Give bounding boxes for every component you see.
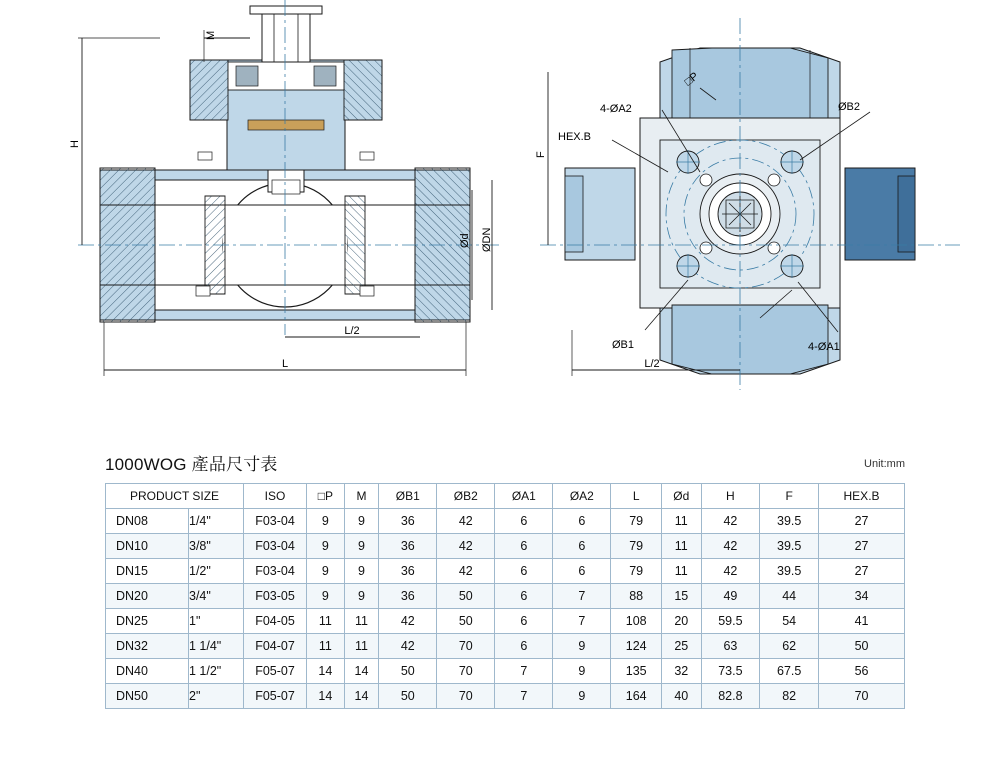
cell-m: 11 [344,634,379,659]
label-L2-left: L/2 [344,325,360,337]
cell-f: 39.5 [760,509,819,534]
cell-iso: F03-04 [244,534,307,559]
cell-m: 14 [344,659,379,684]
cell-h: 82.8 [701,684,760,709]
cell-a1: 7 [495,659,553,684]
label-H: H [69,140,81,148]
cell-l: 79 [611,559,662,584]
cell-inch: 1 1/4" [189,634,244,659]
cell-a1: 6 [495,534,553,559]
col-l: L [611,484,662,509]
col-hexb: HEX.B [819,484,905,509]
cell-inch: 1" [189,609,244,634]
cell-f: 62 [760,634,819,659]
label-OB1: ØB1 [612,339,635,351]
cell-a2: 9 [553,659,611,684]
cell-b1: 36 [379,559,437,584]
cell-dn: DN32 [106,634,189,659]
cell-l: 135 [611,659,662,684]
cell-d: 15 [662,584,701,609]
cell-p: 14 [307,684,345,709]
cell-a2: 7 [553,609,611,634]
cell-l: 124 [611,634,662,659]
cell-l: 79 [611,509,662,534]
cell-inch: 1/4" [189,509,244,534]
cell-a2: 6 [553,534,611,559]
col-iso: ISO [244,484,307,509]
label-F: F [535,151,547,158]
label-4-OA1: 4-ØA1 [808,341,840,353]
cell-dn: DN20 [106,584,189,609]
cell-m: 9 [344,584,379,609]
cell-p: 14 [307,659,345,684]
cell-iso: F04-05 [244,609,307,634]
unit-note: Unit:mm [864,458,905,470]
cell-a1: 6 [495,609,553,634]
cell-iso: F04-07 [244,634,307,659]
table-row [106,559,905,584]
cell-f: 67.5 [760,659,819,684]
cell-inch: 1/2" [189,559,244,584]
cell-l: 164 [611,684,662,709]
table-title: 1000WOG 產品尺寸表 [105,455,278,474]
cell-hexb: 70 [819,684,905,709]
cell-inch: 1 1/2" [189,659,244,684]
cell-p: 9 [307,509,345,534]
cell-iso: F05-07 [244,684,307,709]
cell-b2: 70 [437,659,495,684]
cell-b1: 50 [379,684,437,709]
label-L2-right: L/2 [644,358,660,370]
cell-d: 11 [662,509,701,534]
label-OB2: ØB2 [838,101,861,113]
cell-m: 11 [344,609,379,634]
cell-h: 49 [701,584,760,609]
col-d: Ød [662,484,701,509]
cell-p: 9 [307,534,345,559]
cell-f: 39.5 [760,534,819,559]
cell-hexb: 50 [819,634,905,659]
cell-f: 44 [760,584,819,609]
table-row [106,509,905,534]
cell-b1: 42 [379,634,437,659]
left-section-view [69,0,500,376]
col-f: F [760,484,819,509]
cell-a2: 9 [553,684,611,709]
label-Od: Ød [459,233,471,248]
table-row [106,584,905,609]
cell-p: 11 [307,634,345,659]
cell-hexb: 34 [819,584,905,609]
cell-iso: F05-07 [244,659,307,684]
col-b1: ØB1 [379,484,437,509]
cell-h: 59.5 [701,609,760,634]
col-h: H [701,484,760,509]
cell-h: 42 [701,534,760,559]
cell-iso: F03-05 [244,584,307,609]
table-row [106,534,905,559]
cell-a1: 6 [495,509,553,534]
cell-m: 9 [344,534,379,559]
cell-p: 11 [307,609,345,634]
cell-f: 82 [760,684,819,709]
cell-l: 79 [611,534,662,559]
cell-a2: 9 [553,634,611,659]
cell-inch: 3/4" [189,584,244,609]
cell-d: 40 [662,684,701,709]
cell-hexb: 41 [819,609,905,634]
cell-a2: 6 [553,509,611,534]
cell-h: 42 [701,509,760,534]
cell-b2: 42 [437,559,495,584]
right-top-view [535,18,960,390]
table-row [106,634,905,659]
dimension-table-section [105,450,905,709]
cell-d: 11 [662,534,701,559]
cell-d: 32 [662,659,701,684]
table-row [106,684,905,709]
cell-iso: F03-04 [244,559,307,584]
cell-a1: 6 [495,559,553,584]
cell-h: 63 [701,634,760,659]
cell-l: 108 [611,609,662,634]
cell-m: 9 [344,509,379,534]
cell-l: 88 [611,584,662,609]
cell-a2: 6 [553,559,611,584]
cell-h: 42 [701,559,760,584]
cell-dn: DN08 [106,509,189,534]
cell-hexb: 56 [819,659,905,684]
cell-hexb: 27 [819,534,905,559]
label-L: L [281,358,289,370]
cell-b2: 70 [437,684,495,709]
col-a1: ØA1 [495,484,553,509]
cell-a1: 6 [495,584,553,609]
cell-a1: 7 [495,684,553,709]
cell-b1: 36 [379,509,437,534]
col-m: M [344,484,379,509]
cell-hexb: 27 [819,509,905,534]
table-row [106,609,905,634]
cell-inch: 3/8" [189,534,244,559]
cell-p: 9 [307,559,345,584]
col-a2: ØA2 [553,484,611,509]
cell-inch: 2" [189,684,244,709]
cell-b2: 42 [437,534,495,559]
label-square-P: □P [682,70,701,89]
dimension-table [105,483,905,709]
table-row [106,659,905,684]
cell-p: 9 [307,584,345,609]
label-HEXB: HEX.B [558,131,592,143]
cell-a1: 6 [495,634,553,659]
label-ODN: ØDN [481,227,493,252]
cell-iso: F03-04 [244,509,307,534]
cell-m: 9 [344,559,379,584]
label-M: M [205,30,217,40]
col-p: □P [307,484,345,509]
cell-dn: DN10 [106,534,189,559]
cell-f: 39.5 [760,559,819,584]
cell-a2: 7 [553,584,611,609]
cell-f: 54 [760,609,819,634]
cell-b1: 50 [379,659,437,684]
cell-dn: DN15 [106,559,189,584]
cell-b1: 42 [379,609,437,634]
table-header-row [106,484,905,509]
cell-h: 73.5 [701,659,760,684]
cell-dn: DN50 [106,684,189,709]
cell-b1: 36 [379,584,437,609]
label-4-OA2: 4-ØA2 [600,103,632,115]
cell-dn: DN40 [106,659,189,684]
cell-b2: 42 [437,509,495,534]
cell-m: 14 [344,684,379,709]
cell-d: 25 [662,634,701,659]
col-product-size: PRODUCT SIZE [106,484,244,509]
cell-b1: 36 [379,534,437,559]
cell-hexb: 27 [819,559,905,584]
cell-b2: 50 [437,584,495,609]
cell-d: 20 [662,609,701,634]
cell-b2: 50 [437,609,495,634]
cell-dn: DN25 [106,609,189,634]
col-b2: ØB2 [437,484,495,509]
cell-b2: 70 [437,634,495,659]
cell-d: 11 [662,559,701,584]
